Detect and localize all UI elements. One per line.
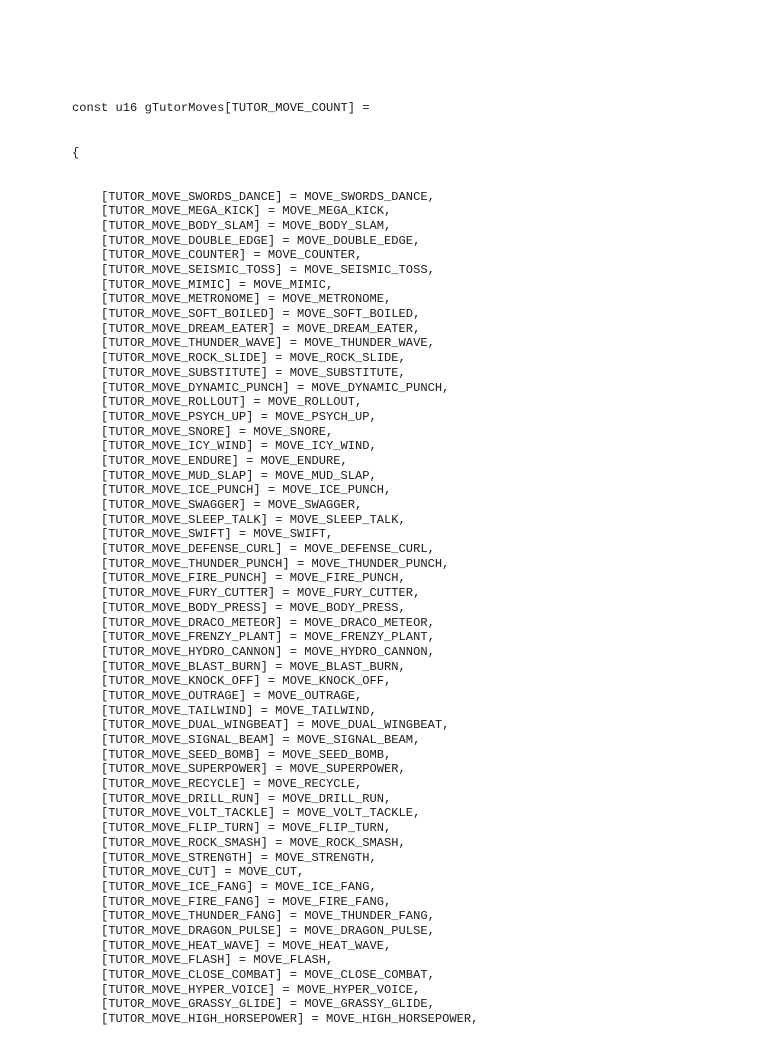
tutor-move-entry: [TUTOR_MOVE_DYNAMIC_PUNCH] = MOVE_DYNAMIC_PUNCH, (101, 380, 450, 395)
tutor-move-entry: [TUTOR_MOVE_DRAGON_PULSE] = MOVE_DRAGON_PULSE, (101, 923, 435, 938)
tutor-move-entry: [TUTOR_MOVE_DRILL_RUN] = MOVE_DRILL_RUN, (101, 791, 392, 806)
tutor-move-entry: [TUTOR_MOVE_THUNDER_WAVE] = MOVE_THUNDER_WAVE, (101, 336, 435, 351)
tutor-move-entry: [TUTOR_MOVE_SWIFT] = MOVE_SWIFT, (101, 527, 334, 542)
tutor-move-entry: [TUTOR_MOVE_ICE_FANG] = MOVE_ICE_FANG, (101, 879, 377, 894)
tutor-move-entry: [TUTOR_MOVE_DREAM_EATER] = MOVE_DREAM_EATER, (101, 321, 421, 336)
tutor-move-entry: [TUTOR_MOVE_MIMIC] = MOVE_MIMIC, (101, 277, 334, 292)
tutor-move-entry: [TUTOR_MOVE_FIRE_FANG] = MOVE_FIRE_FANG, (101, 894, 392, 909)
tutor-move-entry: [TUTOR_MOVE_COUNTER] = MOVE_COUNTER, (101, 248, 363, 263)
tutor-move-entry: [TUTOR_MOVE_RECYCLE] = MOVE_RECYCLE, (101, 777, 363, 792)
tutor-move-entry: [TUTOR_MOVE_DUAL_WINGBEAT] = MOVE_DUAL_WINGBEAT, (101, 718, 450, 733)
tutor-move-entry: [TUTOR_MOVE_SLEEP_TALK] = MOVE_SLEEP_TALK, (101, 512, 406, 527)
tutor-move-entry: [TUTOR_MOVE_FLIP_TURN] = MOVE_FLIP_TURN, (101, 821, 392, 836)
tutor-move-entry: [TUTOR_MOVE_ROCK_SLIDE] = MOVE_ROCK_SLIDE, (101, 351, 406, 366)
code-listing (72, 72, 478, 1041)
tutor-move-entry: [TUTOR_MOVE_SEISMIC_TOSS] = MOVE_SEISMIC_TOSS, (101, 263, 435, 278)
tutor-move-entry: [TUTOR_MOVE_BODY_PRESS] = MOVE_BODY_PRESS, (101, 600, 406, 615)
tutor-move-entry: [TUTOR_MOVE_SOFT_BOILED] = MOVE_SOFT_BOILED, (101, 307, 421, 322)
tutor-move-entry: [TUTOR_MOVE_CLOSE_COMBAT] = MOVE_CLOSE_COMBAT, (101, 968, 435, 983)
tutor-move-entry: [TUTOR_MOVE_ICY_WIND] = MOVE_ICY_WIND, (101, 439, 377, 454)
tutor-move-entry: [TUTOR_MOVE_METRONOME] = MOVE_METRONOME, (101, 292, 392, 307)
tutor-move-entry: [TUTOR_MOVE_SWORDS_DANCE] = MOVE_SWORDS_DANCE, (101, 189, 435, 204)
tutor-move-entry: [TUTOR_MOVE_SWAGGER] = MOVE_SWAGGER, (101, 498, 363, 513)
tutor-move-entry: [TUTOR_MOVE_VOLT_TACKLE] = MOVE_VOLT_TACKLE, (101, 806, 421, 821)
tutor-move-entry: [TUTOR_MOVE_HYPER_VOICE] = MOVE_HYPER_VOICE, (101, 982, 421, 997)
tutor-move-entry: [TUTOR_MOVE_ROLLOUT] = MOVE_ROLLOUT, (101, 395, 363, 410)
tutor-move-entries (72, 190, 478, 1027)
tutor-move-entry: [TUTOR_MOVE_STRENGTH] = MOVE_STRENGTH, (101, 850, 377, 865)
tutor-move-entry: [TUTOR_MOVE_SEED_BOMB] = MOVE_SEED_BOMB, (101, 747, 392, 762)
tutor-move-entry: [TUTOR_MOVE_PSYCH_UP] = MOVE_PSYCH_UP, (101, 409, 377, 424)
tutor-move-entry: [TUTOR_MOVE_DEFENSE_CURL] = MOVE_DEFENSE_CURL, (101, 542, 435, 557)
tutor-move-entry: [TUTOR_MOVE_KNOCK_OFF] = MOVE_KNOCK_OFF, (101, 674, 392, 689)
tutor-move-entry: [TUTOR_MOVE_SUBSTITUTE] = MOVE_SUBSTITUTE, (101, 365, 406, 380)
tutor-move-entry: [TUTOR_MOVE_SNORE] = MOVE_SNORE, (101, 424, 334, 439)
tutor-move-entry: [TUTOR_MOVE_HEAT_WAVE] = MOVE_HEAT_WAVE, (101, 938, 392, 953)
tutor-move-entry: [TUTOR_MOVE_MUD_SLAP] = MOVE_MUD_SLAP, (101, 468, 377, 483)
tutor-move-entry: [TUTOR_MOVE_MEGA_KICK] = MOVE_MEGA_KICK, (101, 204, 392, 219)
tutor-move-entry: [TUTOR_MOVE_GRASSY_GLIDE] = MOVE_GRASSY_GLIDE, (101, 997, 435, 1012)
tutor-move-entry: [TUTOR_MOVE_FRENZY_PLANT] = MOVE_FRENZY_PLANT, (101, 630, 435, 645)
tutor-move-entry: [TUTOR_MOVE_HIGH_HORSEPOWER] = MOVE_HIGH_HORSEPOWER, (101, 1012, 479, 1027)
tutor-move-entry: [TUTOR_MOVE_FLASH] = MOVE_FLASH, (101, 953, 334, 968)
tutor-move-entry: [TUTOR_MOVE_DRACO_METEOR] = MOVE_DRACO_METEOR, (101, 615, 435, 630)
tutor-move-entry: [TUTOR_MOVE_TAILWIND] = MOVE_TAILWIND, (101, 703, 377, 718)
tutor-move-entry: [TUTOR_MOVE_THUNDER_PUNCH] = MOVE_THUNDER_PUNCH, (101, 556, 450, 571)
tutor-move-entry: [TUTOR_MOVE_ROCK_SMASH] = MOVE_ROCK_SMASH, (101, 835, 406, 850)
tutor-move-entry: [TUTOR_MOVE_DOUBLE_EDGE] = MOVE_DOUBLE_EDGE, (101, 233, 421, 248)
tutor-move-entry: [TUTOR_MOVE_SUPERPOWER] = MOVE_SUPERPOWER, (101, 762, 406, 777)
tutor-move-entry: [TUTOR_MOVE_SIGNAL_BEAM] = MOVE_SIGNAL_BEAM, (101, 733, 421, 748)
open-brace: { (72, 145, 80, 160)
tutor-move-entry: [TUTOR_MOVE_BLAST_BURN] = MOVE_BLAST_BURN, (101, 659, 406, 674)
tutor-move-entry: [TUTOR_MOVE_BODY_SLAM] = MOVE_BODY_SLAM, (101, 218, 392, 233)
tutor-move-entry: [TUTOR_MOVE_OUTRAGE] = MOVE_OUTRAGE, (101, 688, 363, 703)
tutor-move-entry: [TUTOR_MOVE_HYDRO_CANNON] = MOVE_HYDRO_CANNON, (101, 644, 435, 659)
tutor-move-entry: [TUTOR_MOVE_THUNDER_FANG] = MOVE_THUNDER_FANG, (101, 909, 435, 924)
array-declaration: const u16 gTutorMoves[TUTOR_MOVE_COUNT] = (72, 101, 370, 116)
tutor-move-entry: [TUTOR_MOVE_CUT] = MOVE_CUT, (101, 865, 305, 880)
tutor-move-entry: [TUTOR_MOVE_FURY_CUTTER] = MOVE_FURY_CUTTER, (101, 586, 421, 601)
tutor-move-entry: [TUTOR_MOVE_ENDURE] = MOVE_ENDURE, (101, 453, 348, 468)
tutor-move-entry: [TUTOR_MOVE_FIRE_PUNCH] = MOVE_FIRE_PUNCH, (101, 571, 406, 586)
tutor-move-entry: [TUTOR_MOVE_ICE_PUNCH] = MOVE_ICE_PUNCH, (101, 483, 392, 498)
